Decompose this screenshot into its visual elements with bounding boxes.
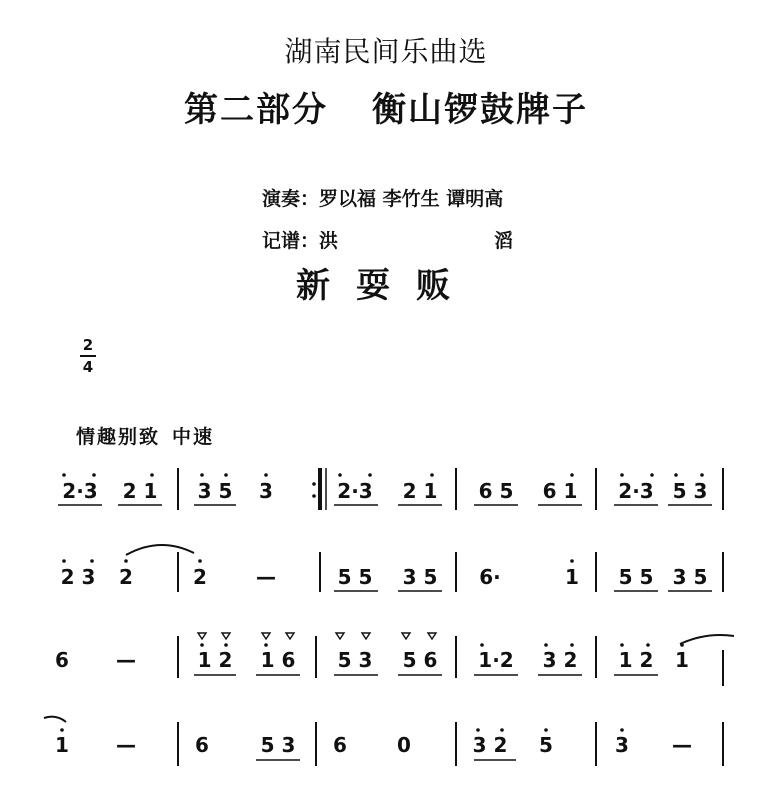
octave-dots-high [62, 473, 704, 477]
octave-dots-high [200, 643, 684, 647]
note-group: 5 3 [672, 479, 708, 503]
score-line-1 [58, 468, 723, 510]
tie [680, 635, 734, 644]
octave-dots-high [60, 728, 624, 732]
part-label: 第二部分 [184, 90, 328, 130]
note-group: 0 [397, 733, 411, 757]
note-group: 2 3 [60, 565, 96, 589]
note-group: 3 2 [472, 733, 508, 757]
part-name: 衡山锣鼓牌子 [372, 90, 588, 130]
performers-credit: 演奏：罗以福 李竹生 谭明高 [262, 188, 504, 210]
note-group: — [116, 733, 136, 757]
note-group: 3 [615, 733, 629, 757]
note-group: 2 1 [122, 479, 158, 503]
note-group: 2 [193, 565, 207, 589]
piece-title: 新耍贩 [296, 266, 476, 306]
tie [126, 545, 194, 555]
tie [44, 717, 66, 722]
series-title: 湖南民间乐曲选 [284, 35, 488, 68]
note-group: 1 [675, 648, 689, 672]
note-group: 6· [479, 565, 501, 589]
note-group: 2·3 [618, 479, 654, 503]
notation-credit: 记谱：洪 [262, 230, 339, 252]
score-line-4 [44, 717, 723, 766]
note-group: 6 [55, 648, 69, 672]
note-group: — [672, 733, 692, 757]
score-line-3 [55, 633, 734, 686]
time-signature-bottom: 4 [82, 358, 94, 376]
note-group: 2 [119, 565, 133, 589]
note-group: 1 [565, 565, 579, 589]
note-group: 5 3 [337, 648, 373, 672]
note-group: 1 6 [260, 648, 296, 672]
note-group: 1 2 [618, 648, 654, 672]
note-group: 6 5 [478, 479, 514, 503]
note-group: 5 [539, 733, 553, 757]
note-group: — [116, 648, 136, 672]
notation-credit-surname-end: 滔 [494, 230, 514, 252]
octave-dots-high [62, 559, 574, 563]
note-group: 1 2 [197, 648, 233, 672]
note-group: 3 5 [402, 565, 438, 589]
note-group: — [256, 565, 276, 589]
note-group: 1·2 [478, 648, 514, 672]
tempo-speed: 中速 [172, 426, 215, 448]
note-group: 6 [333, 733, 347, 757]
note-group: 3 5 [197, 479, 233, 503]
note-group: 3 [259, 479, 273, 503]
note-group: 5 6 [402, 648, 438, 672]
note-group: 3 5 [672, 565, 708, 589]
note-group: 2 1 [402, 479, 438, 503]
note-group: 2·3 [62, 479, 98, 503]
repeat-dot [312, 494, 316, 498]
note-group: 5 5 [618, 565, 654, 589]
note-group: 3 2 [542, 648, 578, 672]
note-group: 2·3 [337, 479, 373, 503]
repeat-dot [312, 482, 316, 486]
note-group: 6 1 [542, 479, 578, 503]
tempo-expression: 情趣别致 [76, 426, 161, 448]
score-line-2 [61, 545, 723, 592]
note-group: 6 [195, 733, 209, 757]
note-group: 1 [55, 733, 69, 757]
note-group: 5 3 [260, 733, 296, 757]
time-signature-top: 2 [82, 336, 94, 354]
note-group: 5 5 [337, 565, 373, 589]
